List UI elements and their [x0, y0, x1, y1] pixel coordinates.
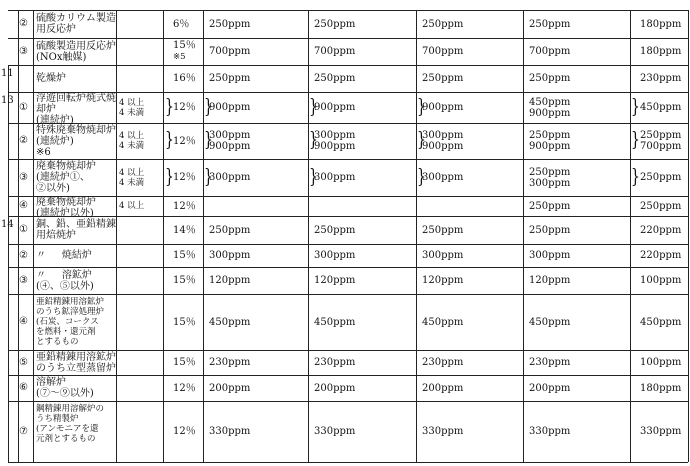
- limit-value: 330ppm: [422, 426, 464, 437]
- limit-value: 180ppm: [640, 46, 682, 57]
- oxygen-percent: 12％: [173, 102, 196, 113]
- facility-name: 乾燥炉: [36, 73, 66, 84]
- facility-name: 鋼精錬用溶解炉の うち精製炉 (アンモニアを還 元剤とするもの: [36, 404, 105, 444]
- facility-name: 硫酸カリウム製造 用反応炉: [36, 13, 116, 35]
- limit-value: 250ppm: [314, 224, 356, 236]
- oxygen-percent: 12％: [173, 200, 196, 212]
- oxygen-percent: 15％: [173, 40, 196, 51]
- limit-value: 180ppm: [640, 18, 682, 30]
- limit-value: 450ppm: [529, 316, 571, 328]
- limit-value: 250ppm: [529, 18, 571, 30]
- table-border: [416, 10, 417, 462]
- table-border: [8, 244, 688, 245]
- table-border: [8, 216, 688, 217]
- table-border: [8, 38, 688, 39]
- row-sub-number: ③: [19, 274, 28, 286]
- limit-value: 900ppm: [209, 102, 251, 113]
- limit-value: 330ppm: [529, 426, 571, 437]
- limit-value: 230ppm: [209, 357, 251, 368]
- limit-value: 250ppm: [209, 73, 251, 84]
- limit-value: 230ppm: [314, 357, 356, 368]
- table-border: [8, 65, 9, 462]
- facility-name: 溶解炉 (⑦～⑨以外): [36, 377, 94, 399]
- limit-value: 250ppm: [529, 200, 571, 212]
- limit-value: 330ppm: [314, 426, 356, 437]
- row-sub-number: ⑥: [19, 382, 28, 393]
- limit-value: 120ppm: [422, 275, 464, 286]
- limit-value: 220ppm: [640, 250, 682, 261]
- row-sub-number: ②: [19, 18, 28, 29]
- oxygen-percent: 12％: [173, 172, 196, 183]
- limit-value: 300ppm 900ppm: [209, 130, 251, 152]
- limit-value: 200ppm: [209, 382, 251, 394]
- brace-mark: }: [631, 165, 640, 188]
- limit-value: 450ppm: [640, 102, 682, 113]
- limit-value: 330ppm: [209, 426, 251, 437]
- brace-mark: }: [631, 95, 640, 118]
- row-group-number: 11: [1, 68, 14, 79]
- limit-value: 900ppm: [422, 102, 464, 113]
- limit-value: 120ppm: [209, 275, 251, 286]
- limit-value: 700ppm: [529, 46, 571, 57]
- limit-value: 230ppm: [422, 357, 464, 368]
- limit-value: 250ppm: [529, 224, 571, 236]
- brace-mark: }: [309, 165, 318, 188]
- oxygen-percent: 15％: [173, 275, 196, 286]
- limit-value: 120ppm: [529, 275, 571, 286]
- limit-value: 250ppm: [422, 224, 464, 236]
- row-sub-number: ①: [19, 224, 28, 235]
- note-ref: ※5: [173, 52, 186, 62]
- row-sub-number: ④: [19, 316, 28, 327]
- limit-value: 450ppm: [314, 316, 356, 328]
- limit-value: 450ppm: [640, 316, 682, 328]
- limit-value: 250ppm: [314, 18, 356, 30]
- table-border: [33, 10, 34, 462]
- limit-value: 200ppm: [529, 382, 571, 394]
- limit-value: 230ppm: [529, 357, 571, 368]
- limit-value: 250ppm 700ppm: [640, 130, 682, 152]
- oxygen-percent: 16％: [173, 73, 196, 84]
- limit-value: 450ppm: [422, 316, 464, 328]
- limit-value: 250ppm 300ppm: [529, 166, 571, 189]
- limit-value: 250ppm: [640, 172, 682, 183]
- oxygen-percent: 12％: [173, 382, 196, 394]
- brace-mark: }: [417, 128, 426, 152]
- limit-value: 300ppm: [314, 172, 356, 183]
- oxygen-percent: 12％: [173, 135, 196, 147]
- row-sub-number: ④: [19, 200, 28, 211]
- facility-name: 廃棄物焼却炉 (連続炉①、 ②以外): [36, 161, 96, 194]
- table-border: [8, 267, 688, 268]
- limit-value: 300ppm: [422, 250, 464, 261]
- table-border: [308, 10, 309, 462]
- brace-mark: }: [417, 95, 426, 118]
- table-border: [8, 294, 688, 295]
- limit-value: 250ppm: [209, 18, 251, 30]
- brace-mark: }: [165, 165, 174, 188]
- row-sub-number: ①: [19, 101, 28, 113]
- brace-mark: }: [309, 95, 318, 118]
- oxygen-percent: 15％: [173, 316, 196, 328]
- limit-value: 200ppm: [314, 382, 356, 394]
- row-group-number: 13: [1, 95, 14, 106]
- brace-mark: }: [417, 165, 426, 188]
- limit-value: 900ppm: [314, 102, 356, 113]
- table-border: [203, 10, 204, 462]
- limit-value: 300ppm: [209, 250, 251, 261]
- oxygen-percent: 15％: [173, 357, 196, 368]
- brace-mark: }: [631, 128, 640, 152]
- table-border: [688, 10, 689, 462]
- row-sub-number: ⑦: [19, 425, 28, 437]
- brace-mark: }: [204, 128, 213, 152]
- facility-name: 銅、鉛、亜鉛精錬 用焙焼炉: [36, 219, 116, 241]
- limit-value: 230ppm: [640, 73, 682, 84]
- limit-value: 250ppm: [422, 18, 464, 30]
- limit-value: 180ppm: [640, 382, 682, 394]
- limit-value: 700ppm: [314, 46, 356, 57]
- table-border: [8, 375, 688, 376]
- oxygen-percent: 14％: [173, 224, 196, 236]
- brace-mark: }: [309, 128, 318, 152]
- limit-value: 700ppm: [422, 46, 464, 57]
- facility-name: 廃棄物焼却炉 (連続炉以外): [36, 197, 96, 219]
- facility-name: 亜鉛精錬用溶鉱炉 のうち鉱滓処理炉 (石炭、コークス を燃料・還元剤 とするもの: [36, 297, 105, 347]
- brace-mark: }: [204, 165, 213, 188]
- row-sub-number: ⑤: [19, 356, 28, 368]
- limit-value: 700ppm: [209, 46, 251, 57]
- row-sub-number: ③: [19, 171, 28, 183]
- limit-value: 450ppm 900ppm: [529, 96, 571, 119]
- limit-value: 250ppm: [529, 73, 571, 84]
- table-border: [163, 10, 164, 462]
- oxygen-percent: 6％: [173, 18, 190, 30]
- table-border: [116, 10, 117, 462]
- brace-mark: }: [204, 95, 213, 118]
- oxygen-percent: 15％: [173, 250, 196, 261]
- limit-value: 330ppm: [640, 426, 682, 437]
- limit-value: 300ppm: [529, 250, 571, 261]
- limit-value: 250ppm: [422, 73, 464, 84]
- limit-value: 250ppm 900ppm: [529, 130, 571, 152]
- table-border: [8, 65, 688, 66]
- table-border: [630, 10, 631, 462]
- facility-name: 〃 溶鉱炉 (④、⑤以外): [36, 269, 94, 292]
- table-border: [8, 159, 688, 160]
- limit-value: 100ppm: [640, 357, 682, 368]
- limit-value: 120ppm: [314, 275, 356, 286]
- scale-label: 4 以上 4 未満: [119, 131, 145, 151]
- limit-value: 200ppm: [422, 382, 464, 394]
- row-sub-number: ③: [19, 45, 28, 57]
- scale-label: 4 以上: [119, 201, 145, 211]
- table-border: [8, 196, 688, 197]
- row-group-number: 14: [1, 219, 14, 230]
- oxygen-percent: 12％: [173, 426, 196, 437]
- limit-value: 450ppm: [209, 316, 251, 328]
- table-border: [523, 10, 524, 462]
- limit-value: 300ppm 900ppm: [422, 130, 464, 152]
- table-border: [8, 462, 688, 463]
- facility-name: 〃 焼結炉: [36, 250, 92, 261]
- facility-name: 硫酸製造用反応炉 (NOx触媒): [36, 40, 116, 63]
- limit-value: 300ppm 900ppm: [314, 130, 356, 152]
- limit-value: 300ppm: [422, 172, 464, 183]
- facility-name: 特殊廃棄物焼却炉 (連続炉) ※6: [36, 124, 116, 158]
- table-border: [8, 10, 688, 11]
- facility-name: 浮遊回転炉焼式焼 却炉 (連続炉): [36, 93, 116, 126]
- row-sub-number: ②: [19, 249, 28, 261]
- limit-value: 220ppm: [640, 224, 682, 236]
- row-sub-number: ②: [19, 135, 28, 146]
- facility-name: 亜鉛精錬用溶鉱炉 のうち立型蒸留炉: [36, 351, 116, 374]
- limit-value: 300ppm: [314, 250, 356, 261]
- limit-value: 250ppm: [209, 224, 251, 236]
- brace-mark: }: [165, 95, 174, 118]
- table-border: [18, 10, 19, 462]
- brace-mark: }: [165, 128, 174, 152]
- scale-label: 4 以上 4 未満: [119, 97, 145, 118]
- limit-value: 100ppm: [640, 275, 682, 286]
- limit-value: 250ppm: [640, 200, 682, 212]
- limit-value: 300ppm: [209, 172, 251, 183]
- table-border: [8, 401, 688, 402]
- limit-value: 250ppm: [314, 73, 356, 84]
- scale-label: 4 以上 4 未満: [119, 167, 145, 188]
